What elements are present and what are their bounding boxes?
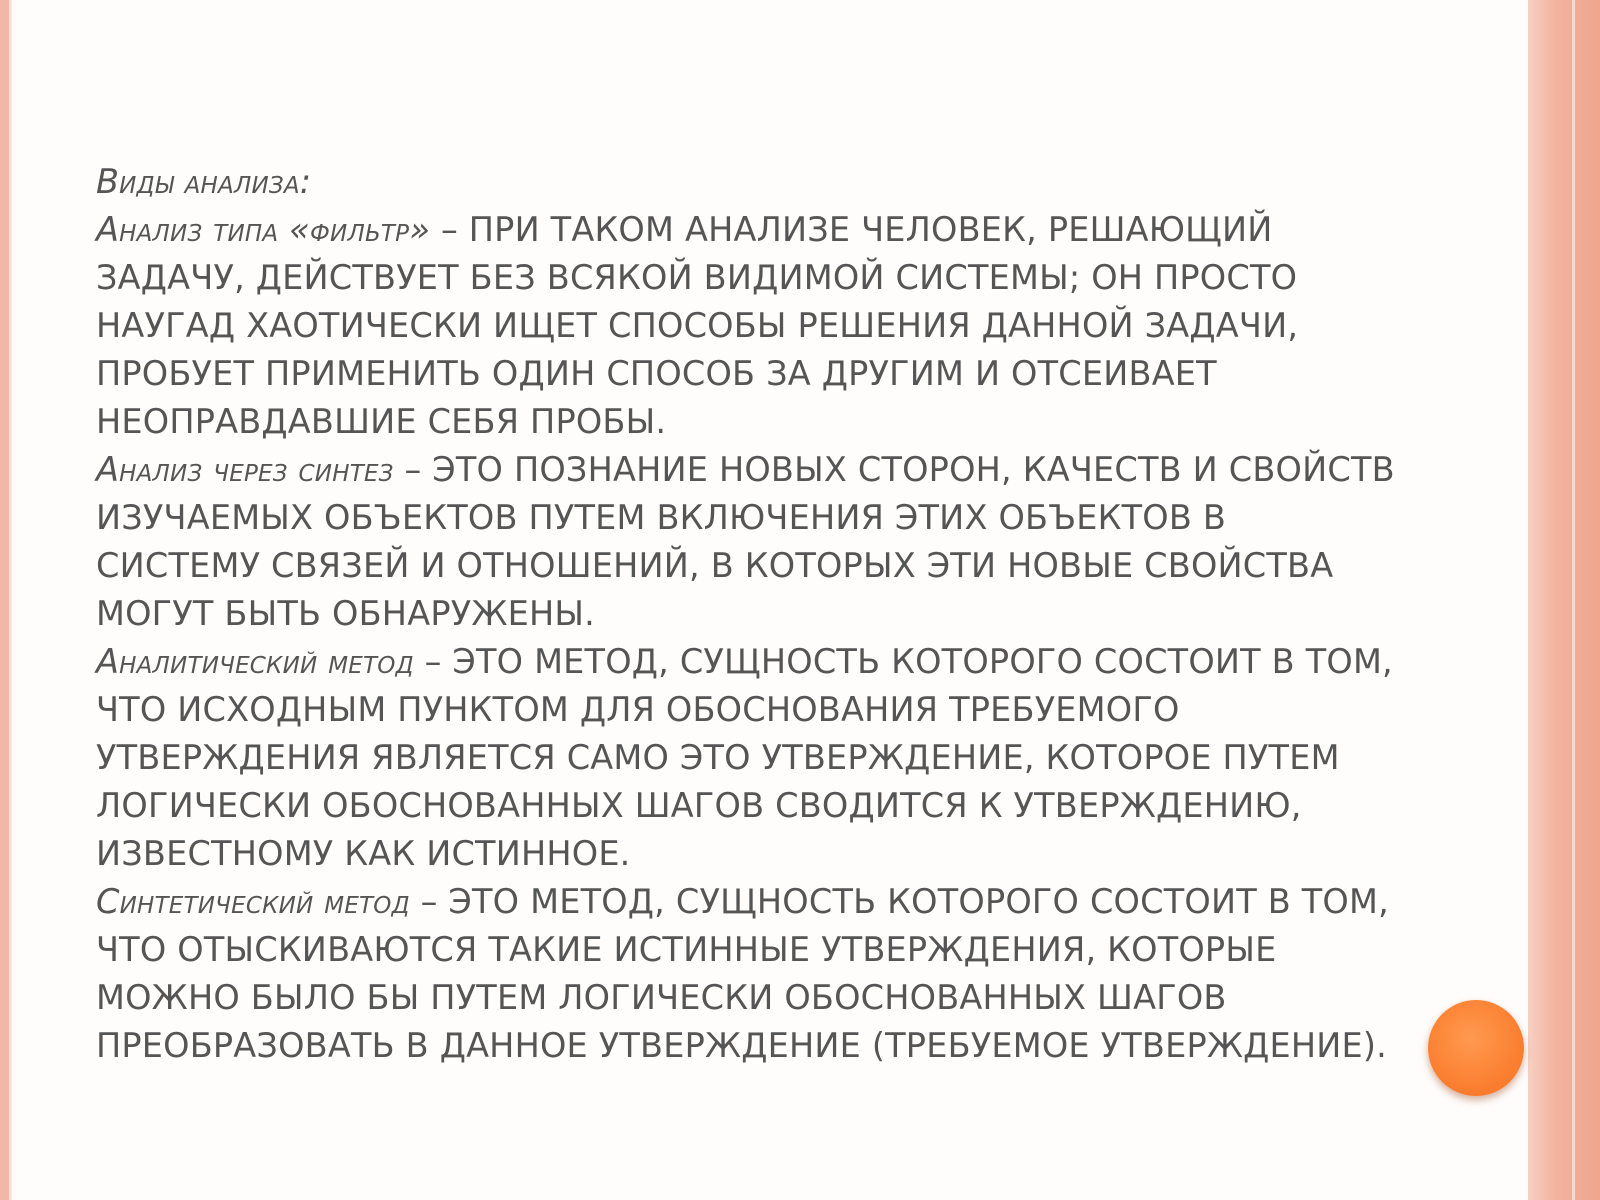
slide-heading (96, 158, 1396, 206)
definition-synthetic (96, 878, 1396, 1070)
term-analytic: Аналитический метод (96, 642, 414, 681)
left-decor-stripe-inner (9, 0, 12, 1200)
orange-circle-decor (1428, 1000, 1524, 1096)
term-synthesis: Анализ через синтез (96, 450, 394, 489)
heading-text: Виды анализа: (96, 162, 312, 201)
definition-text-filter: – ПРИ ТАКОМ АНАЛИЗЕ ЧЕЛОВЕК, РЕШАЮЩИЙ ЗАДАЧУ, ДЕЙСТВУЕТ БЕЗ ВСЯКОЙ ВИДИМОЙ СИСТЕМЫ; ОН ПРОСТО НАУГАД ХАОТИЧЕСКИ ИЩЕТ СПОСОБЫ РЕШЕНИЯ ДАННОЙ ЗАДАЧИ, ПРОБУЕТ ПРИМЕНИТЬ ОДИН СПОСОБ ЗА ДРУГИМ И ОТСЕИВАЕТ НЕОПРАВДАВШИЕ СЕБЯ ПРОБЫ. (96, 210, 1299, 441)
definition-synthesis (96, 446, 1396, 638)
definition-analytic (96, 638, 1396, 878)
left-decor-stripe (0, 0, 9, 1200)
slide-body (96, 158, 1396, 1070)
definition-text-synthetic: – ЭТО МЕТОД, СУЩНОСТЬ КОТОРОГО СОСТОИТ В ТОМ, ЧТО ОТЫСКИВАЮТСЯ ТАКИЕ ИСТИННЫЕ УТВЕРЖДЕНИЯ, КОТОРЫЕ МОЖНО БЫЛО БЫ ПУТЕМ ЛОГИЧЕСКИ ОБОСНОВАННЫХ ШАГОВ ПРЕОБРАЗОВАТЬ В ДАННОЕ УТВЕРЖДЕНИЕ (ТРЕБУЕМОЕ УТВЕРЖДЕНИЕ). (96, 882, 1389, 1065)
right-decor-line-inner (1572, 0, 1575, 1200)
definition-text-synthesis: – ЭТО ПОЗНАНИЕ НОВЫХ СТОРОН, КАЧЕСТВ И СВОЙСТВ ИЗУЧАЕМЫХ ОБЪЕКТОВ ПУТЕМ ВКЛЮЧЕНИЯ ЭТИХ ОБЪЕКТОВ В СИСТЕМУ СВЯЗЕЙ И ОТНОШЕНИЙ, В КОТОРЫХ ЭТИ НОВЫЕ СВОЙСТВА МОГУТ БЫТЬ ОБНАРУЖЕНЫ. (96, 450, 1395, 633)
term-filter: Анализ типа «фильтр» (96, 210, 431, 249)
definition-text-analytic: – ЭТО МЕТОД, СУЩНОСТЬ КОТОРОГО СОСТОИТ В ТОМ, ЧТО ИСХОДНЫМ ПУНКТОМ ДЛЯ ОБОСНОВАНИЯ ТРЕБУЕМОГО УТВЕРЖДЕНИЯ ЯВЛЯЕТСЯ САМО ЭТО УТВЕРЖДЕНИЕ, КОТОРОЕ ПУТЕМ ЛОГИЧЕСКИ ОБОСНОВАННЫХ ШАГОВ СВОДИТСЯ К УТВЕРЖДЕНИЮ, ИЗВЕСТНОМУ КАК ИСТИННОЕ. (96, 642, 1393, 873)
definition-filter (96, 206, 1396, 446)
term-synthetic: Синтетический метод (96, 882, 410, 921)
right-decor-band (1532, 0, 1600, 1200)
